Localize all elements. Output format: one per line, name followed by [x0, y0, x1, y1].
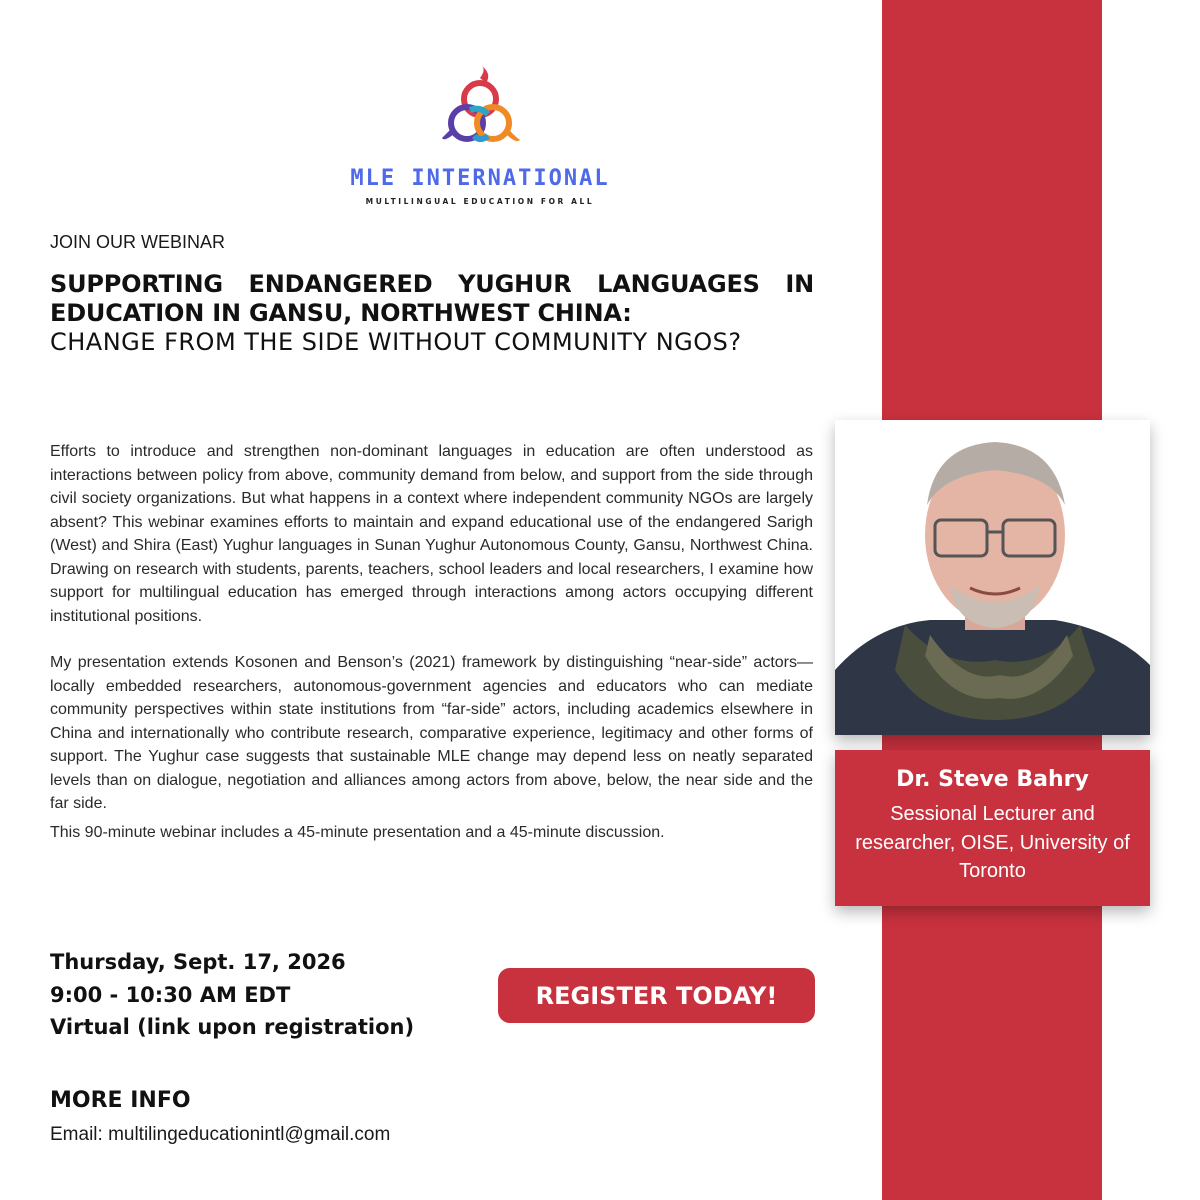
webinar-description [50, 440, 813, 844]
speaker-name: Dr. Steve Bahry [896, 767, 1089, 792]
logo-tagline: MULTILINGUAL EDUCATION FOR ALL [365, 197, 595, 206]
speaker-role: Sessional Lecturer and researcher, OISE, University of Toronto [855, 803, 1130, 882]
description-paragraph: Efforts to introduce and strengthen non-dominant languages in education are often understood as interactions between policy from above, community demand from below, and support from the side through civil society organizations. But what happens in a context where independent community NGOs are largely absent? This webinar examines efforts to maintain and expand educational use of the endangered Sarigh (West) and Shira (East) Yughur languages in Sunan Yughur Autonomous County, Gansu, Northwest China. Drawing on research with students, parents, teachers, school leaders and local researchers, I examine how support for multilingual education has emerged through interactions among actors occupying different institutional positions. [50, 443, 813, 625]
webinar-subtitle: CHANGE FROM THE SIDE WITHOUT COMMUNITY NGOS? [50, 328, 742, 356]
speaker-card [835, 750, 1150, 906]
speaker-photo [835, 420, 1150, 735]
mle-logo [330, 66, 630, 216]
duration-note: This 90-minute webinar includes a 45-minute presentation and a 45-minute discussion. [50, 823, 665, 841]
description-paragraph: My presentation extends Kosonen and Benson’s (2021) framework by distinguishing “near-side” actors—locally embedded researchers, autonomous-government agencies and educators who can mediate community perspectives within state institutions from “far-side” actors, including academics elsewhere in China and internationally who contribute research, comparative experience, legitimacy and other forms of support. The Yughur case suggests that sustainable MLE change may depend less on neatly separated levels than on dialogue, negotiation and alliances among actors from above, below, the near side and the far side. [50, 654, 813, 812]
interlocking-speech-bubbles-icon [430, 66, 530, 166]
speaker-portrait-illustration [835, 420, 1150, 735]
event-date: Thursday, Sept. 17, 2026 [50, 950, 346, 974]
event-time: 9:00 - 10:30 AM EDT [50, 982, 291, 1007]
event-location: Virtual (link upon registration) [50, 1015, 415, 1039]
contact-email[interactable]: Email: multilingeducationintl@gmail.com [50, 1124, 391, 1145]
webinar-kicker: JOIN OUR WEBINAR [50, 232, 226, 252]
register-button[interactable]: REGISTER TODAY! [498, 968, 815, 1023]
logo-title: MLE INTERNATIONAL [350, 166, 610, 191]
webinar-title-main: SUPPORTING ENDANGERED YUGHUR LANGUAGES IN EDUCATION IN GANSU, NORTHWEST CHINA: [50, 270, 814, 327]
webinar-title [50, 270, 814, 357]
event-details [50, 946, 414, 1044]
more-info-heading: MORE INFO [50, 1088, 191, 1113]
